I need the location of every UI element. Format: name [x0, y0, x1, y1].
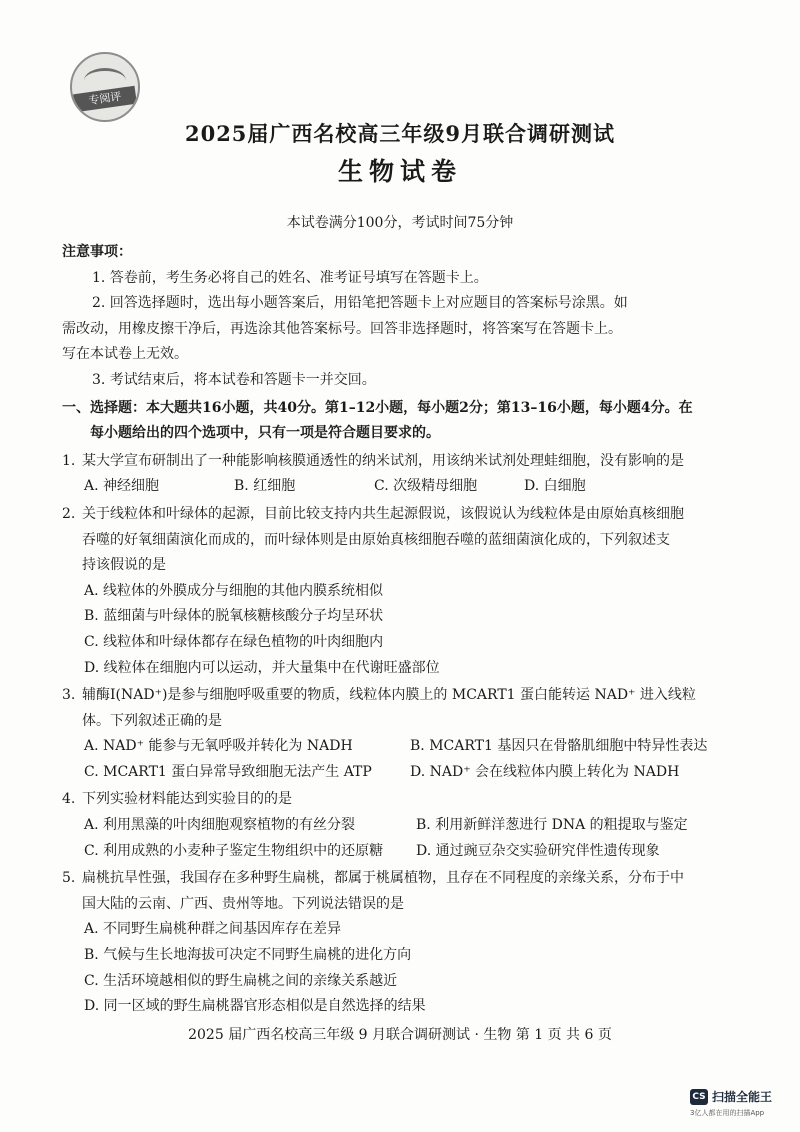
question-1	[62, 449, 752, 500]
question-stem-line-2: 国大陆的云南、广西、贵州等地。下列说法错误的是	[82, 895, 404, 912]
section-heading-line-1: 一、选择题：本大题共16小题，共40分。第1–12小题，每小题2分；第13–16小题，每小题4分。在	[62, 399, 693, 416]
option-d: D. NAD⁺ 会在线粒体内膜上转化为 NADH	[410, 763, 680, 780]
question-number: 1.	[62, 452, 76, 469]
camscanner-icon: CS	[690, 1089, 708, 1105]
option-b: B. 红细胞	[234, 478, 296, 495]
option-d: D. 白细胞	[524, 478, 586, 495]
exam-body	[62, 240, 752, 1020]
option-c: C. 线粒体和叶绿体都存在绿色植物的叶肉细胞内	[84, 633, 384, 650]
option-b: B. 利用新鲜洋葱进行 DNA 的粗提取与鉴定	[416, 817, 688, 834]
option-d: D. 通过豌豆杂交实验研究伴性遗传现象	[416, 842, 660, 859]
note-item-2-cont: 需改动，用橡皮擦干净后，再选涂其他答案标号。回答非选择题时，将答案写在答题卡上。	[62, 320, 622, 337]
scanner-name: 扫描全能王	[712, 1090, 773, 1104]
option-c: C. 生活环境越相似的野生扁桃之间的亲缘关系越近	[84, 972, 398, 989]
page-footer: 2025 届广西名校高三年级 9 月联合调研测试 · 生物 第 1 页 共 6 页	[188, 1027, 612, 1043]
question-number: 4.	[62, 791, 76, 808]
question-stem-line-1: 辅酶Ⅰ(NAD⁺)是参与细胞呼吸重要的物质，线粒体内膜上的 MCART1 蛋白能转运 NAD⁺ 进入线粒	[82, 687, 696, 704]
option-a: A. 神经细胞	[84, 478, 160, 495]
question-number: 5.	[62, 870, 76, 887]
option-a: A. 线粒体的外膜成分与细胞的其他内膜系统相似	[84, 582, 384, 599]
option-d: D. 同一区域的野生扁桃器官形态相似是自然选择的结果	[84, 998, 426, 1015]
exam-info: 本试卷满分100分，考试时间75分钟	[286, 215, 514, 231]
question-stem: 下列实验材料能达到实验目的的是	[82, 791, 292, 808]
question-stem-line-1: 扁桃抗旱性强，我国存在多种野生扁桃，都属于桃属植物，且存在不同程度的亲缘关系，分布于中	[82, 870, 684, 887]
exam-title: 2025届广西名校高三年级9月联合调研测试	[184, 121, 616, 146]
option-c: C. 利用成熟的小麦种子鉴定生物组织中的还原糖	[84, 842, 384, 859]
option-b: B. MCART1 基因只在骨骼肌细胞中特异性表达	[410, 738, 708, 755]
options-row	[62, 474, 752, 500]
scanner-badge	[690, 1088, 772, 1105]
scanner-tagline: 3亿人都在用的扫描App	[690, 1109, 765, 1117]
option-c: C. MCART1 蛋白异常导致细胞无法产生 ATP	[84, 763, 372, 780]
note-item-3: 3. 考试结束后，将本试卷和答题卡一并交回。	[92, 371, 376, 388]
question-3	[62, 683, 752, 785]
option-d: D. 线粒体在细胞内可以运动，并大量集中在代谢旺盛部位	[84, 659, 440, 676]
question-4	[62, 787, 752, 864]
option-a: A. 不同野生扁桃种群之间基因库存在差异	[84, 921, 342, 938]
exam-logo	[70, 52, 140, 122]
question-number: 2.	[62, 505, 76, 522]
section-heading	[62, 396, 752, 447]
option-c: C. 次级精母细胞	[374, 478, 478, 495]
subject-title: 生物试卷	[337, 157, 462, 186]
question-stem-line-1: 关于线粒体和叶绿体的起源，目前比较支持内共生起源假说，该假说认为线粒体是由原始真核细胞	[82, 505, 684, 522]
question-stem: 某大学宣布研制出了一种能影响核膜通透性的纳米试剂，用该纳米试剂处理蛙细胞，没有影响的是	[82, 452, 684, 469]
question-stem-line-2: 体。下列叙述正确的是	[82, 712, 222, 729]
note-item-1: 1. 答卷前，考生务必将自己的姓名、准考证号填写在答题卡上。	[92, 269, 488, 286]
note-item-2-end: 写在本试卷上无效。	[62, 346, 188, 363]
option-a: A. NAD⁺ 能参与无氧呼吸并转化为 NADH	[84, 738, 353, 755]
note-item-2: 2. 回答选择题时，选出每小题答案后，用铅笔把答题卡上对应题目的答案标号涂黑。如	[92, 295, 628, 312]
question-2	[62, 502, 752, 681]
question-stem-line-3: 持该假说的是	[82, 557, 166, 574]
question-5	[62, 866, 752, 1020]
question-number: 3.	[62, 687, 76, 704]
section-heading-line-2: 每小题给出的四个选项中，只有一项是符合题目要求的。	[90, 425, 440, 442]
option-b: B. 气候与生长地海拔可决定不同野生扁桃的进化方向	[84, 947, 412, 964]
logo-text: 专阅评	[73, 86, 137, 112]
option-a: A. 利用黑藻的叶肉细胞观察植物的有丝分裂	[84, 817, 356, 834]
option-b: B. 蓝细菌与叶绿体的脱氧核糖核酸分子均呈环状	[84, 608, 384, 625]
question-stem-line-2: 吞噬的好氧细菌演化而成的，而叶绿体则是由原始真核细胞吞噬的蓝细菌演化成的，下列叙述支	[82, 531, 670, 548]
notes-heading: 注意事项：	[62, 244, 132, 260]
